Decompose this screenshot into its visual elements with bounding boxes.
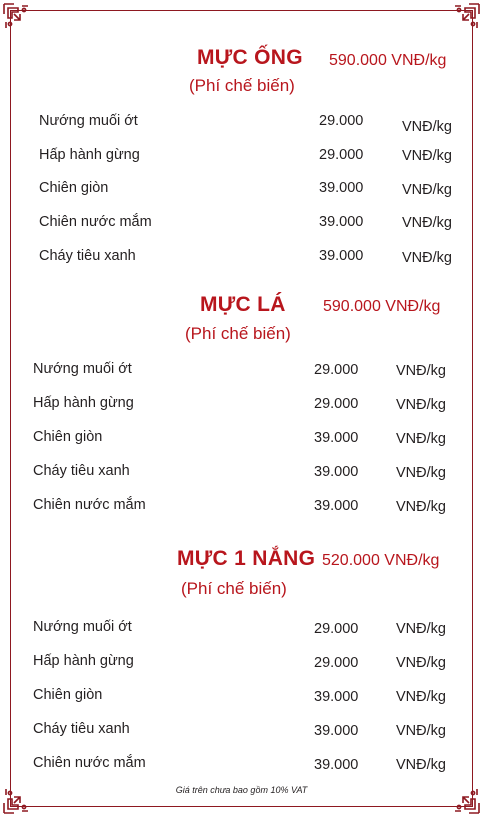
item-price: 29.000	[314, 621, 359, 637]
item-price: 39.000	[319, 180, 364, 196]
item-price: 29.000	[314, 396, 359, 412]
item-name: Chiên nước mắm	[39, 214, 152, 230]
item-unit: VNĐ/kg	[396, 757, 446, 773]
corner-ornament-icon	[451, 0, 483, 32]
item-price: 39.000	[319, 214, 364, 230]
item-name: Chiên giòn	[39, 180, 109, 196]
section-price: 590.000 VNĐ/kg	[323, 298, 441, 315]
item-name: Nướng muối ớt	[39, 113, 138, 129]
section-title: MỰC LÁ	[200, 293, 286, 316]
item-name: Cháy tiêu xanh	[33, 463, 130, 479]
item-unit: VNĐ/kg	[402, 119, 452, 135]
item-unit: VNĐ/kg	[396, 689, 446, 705]
item-unit: VNĐ/kg	[396, 397, 446, 413]
item-price: 39.000	[314, 689, 359, 705]
item-unit: VNĐ/kg	[396, 431, 446, 447]
item-price: 39.000	[314, 757, 359, 773]
item-name: Chiên nước mắm	[33, 755, 146, 771]
item-price: 39.000	[319, 248, 364, 264]
item-unit: VNĐ/kg	[396, 465, 446, 481]
section-subtitle: (Phí chế biến)	[181, 579, 287, 598]
item-name: Cháy tiêu xanh	[33, 721, 130, 737]
item-unit: VNĐ/kg	[402, 215, 452, 231]
item-unit: VNĐ/kg	[396, 723, 446, 739]
item-unit: VNĐ/kg	[402, 148, 452, 164]
section-price: 520.000 VNĐ/kg	[322, 552, 440, 569]
item-name: Cháy tiêu xanh	[39, 248, 136, 264]
item-price: 39.000	[314, 498, 359, 514]
item-name: Hấp hành gừng	[33, 395, 134, 411]
item-price: 29.000	[319, 147, 364, 163]
item-unit: VNĐ/kg	[396, 655, 446, 671]
item-price: 29.000	[319, 113, 364, 129]
item-name: Hấp hành gừng	[33, 653, 134, 669]
section-subtitle: (Phí chế biến)	[185, 324, 291, 343]
item-name: Nướng muối ớt	[33, 361, 132, 377]
item-price: 39.000	[314, 464, 359, 480]
item-name: Nướng muối ớt	[33, 619, 132, 635]
item-unit: VNĐ/kg	[402, 250, 452, 266]
item-name: Chiên nước mắm	[33, 497, 146, 513]
item-unit: VNĐ/kg	[396, 499, 446, 515]
item-unit: VNĐ/kg	[396, 621, 446, 637]
item-price: 29.000	[314, 362, 359, 378]
item-unit: VNĐ/kg	[402, 182, 452, 198]
vat-footnote: Giá trên chưa bao gồm 10% VAT	[175, 785, 308, 795]
item-unit: VNĐ/kg	[396, 363, 446, 379]
section-title: MỰC 1 NẮNG	[177, 547, 316, 570]
item-name: Chiên giòn	[33, 429, 103, 445]
corner-ornament-icon	[0, 0, 32, 32]
item-name: Chiên giòn	[33, 687, 103, 703]
section-title: MỰC ỐNG	[197, 46, 303, 69]
item-name: Hấp hành gừng	[39, 147, 140, 163]
item-price: 29.000	[314, 655, 359, 671]
section-subtitle: (Phí chế biến)	[189, 76, 295, 95]
item-price: 39.000	[314, 723, 359, 739]
item-price: 39.000	[314, 430, 359, 446]
section-price: 590.000 VNĐ/kg	[329, 52, 447, 69]
